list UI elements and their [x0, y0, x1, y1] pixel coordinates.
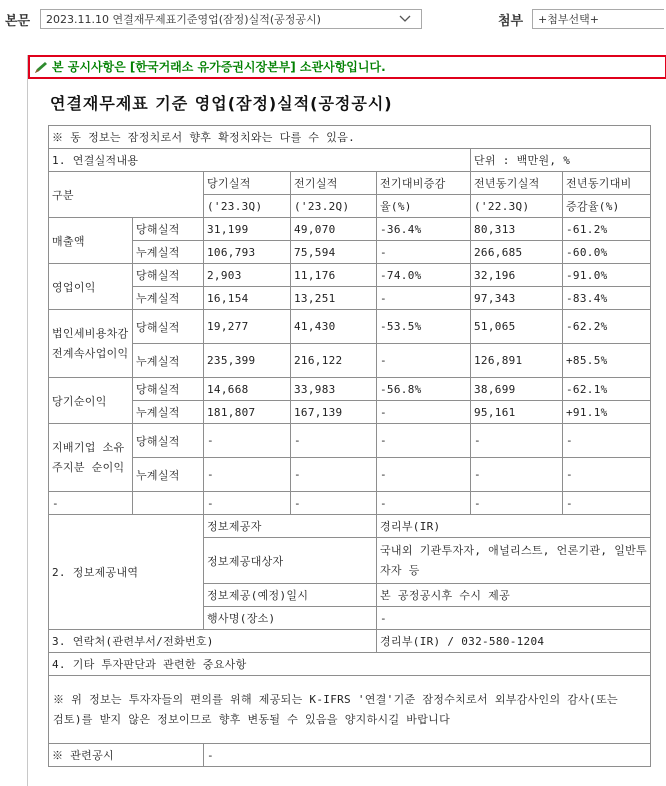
header-current-period: ('23.3Q) — [204, 195, 291, 218]
section4-title: 4. 기타 투자판단과 관련한 중요사항 — [49, 653, 651, 676]
yoy-prev-value: 80,313 — [471, 218, 563, 241]
qoq-value: -56.8% — [377, 378, 471, 401]
row-category: 지배기업 소유주지분 순이익 — [49, 424, 133, 492]
yoy-value: +85.5% — [563, 344, 651, 378]
header-current: 당기실적 — [204, 172, 291, 195]
header-yoy-prev-period: ('22.3Q) — [471, 195, 563, 218]
dash-cell: - — [291, 492, 377, 515]
chevron-down-icon — [399, 13, 411, 25]
related-value: - — [204, 744, 651, 767]
previous-value: 75,594 — [291, 241, 377, 264]
info-value: 국내외 기관투자자, 애널리스트, 언론기관, 일반투자자 등 — [377, 538, 651, 584]
period-label: 당해실적 — [133, 310, 204, 344]
pencil-icon — [35, 61, 48, 73]
qoq-value: -74.0% — [377, 264, 471, 287]
header-qoq-unit: 율(%) — [377, 195, 471, 218]
info-label: 행사명(장소) — [204, 607, 377, 630]
section3-title: 3. 연락처(관련부서/전화번호) — [49, 630, 377, 653]
info-label: 정보제공대상자 — [204, 538, 377, 584]
header-category: 구분 — [49, 172, 204, 218]
previous-value: 167,139 — [291, 401, 377, 424]
yoy-prev-value: 32,196 — [471, 264, 563, 287]
current-value: 16,154 — [204, 287, 291, 310]
table-row — [49, 218, 651, 241]
previous-value: - — [291, 424, 377, 458]
period-label: 누계실적 — [133, 458, 204, 492]
info-value: 경리부(IR) — [377, 515, 651, 538]
table-row — [49, 378, 651, 401]
current-value: 31,199 — [204, 218, 291, 241]
disclaimer: ※ 동 정보는 잠정치로서 향후 확정치와는 다를 수 있음. — [49, 126, 651, 149]
body-label: 본문 — [5, 14, 31, 29]
yoy-value: -61.2% — [563, 218, 651, 241]
attach-select-value: +첨부선택+ — [538, 13, 599, 26]
qoq-value: - — [377, 424, 471, 458]
previous-value: 41,430 — [291, 310, 377, 344]
dash-cell: - — [471, 492, 563, 515]
current-value: - — [204, 458, 291, 492]
previous-value: 33,983 — [291, 378, 377, 401]
yoy-value: -91.0% — [563, 264, 651, 287]
info-value: - — [377, 607, 651, 630]
yoy-prev-value: 95,161 — [471, 401, 563, 424]
qoq-value: - — [377, 344, 471, 378]
table-row — [49, 401, 651, 424]
attach-label: 첨부 — [498, 14, 524, 29]
table-row — [49, 424, 651, 458]
section2-title: 2. 정보제공내역 — [49, 515, 204, 630]
body-select-value: 2023.11.10 연결재무제표기준영업(잠정)실적(공정공시) — [46, 13, 321, 26]
previous-value: 13,251 — [291, 287, 377, 310]
period-label: 당해실적 — [133, 218, 204, 241]
previous-value: 11,176 — [291, 264, 377, 287]
previous-value: 216,122 — [291, 344, 377, 378]
current-value: 235,399 — [204, 344, 291, 378]
yoy-value: - — [563, 458, 651, 492]
yoy-prev-value: 97,343 — [471, 287, 563, 310]
yoy-value: -62.1% — [563, 378, 651, 401]
qoq-value: -53.5% — [377, 310, 471, 344]
qoq-value: - — [377, 401, 471, 424]
period-label: 누계실적 — [133, 401, 204, 424]
table-row — [49, 458, 651, 492]
qoq-value: - — [377, 287, 471, 310]
current-value: - — [204, 424, 291, 458]
yoy-value: -62.2% — [563, 310, 651, 344]
period-label: 누계실적 — [133, 287, 204, 310]
notice-banner — [28, 55, 666, 79]
current-value: 19,277 — [204, 310, 291, 344]
yoy-value: +91.1% — [563, 401, 651, 424]
section1-title: 1. 연결실적내용 — [49, 149, 471, 172]
related-label: ※ 관련공시 — [49, 744, 204, 767]
header-previous-period: ('23.2Q) — [291, 195, 377, 218]
header-yoy: 전년동기대비 — [563, 172, 651, 195]
notice-text: 본 공시사항은 [한국거래소 유가증권시장본부] 소관사항입니다. — [52, 60, 386, 74]
header-yoy-prev: 전년동기실적 — [471, 172, 563, 195]
info-label: 정보제공(예정)일시 — [204, 584, 377, 607]
table-row — [49, 310, 651, 344]
yoy-value: -83.4% — [563, 287, 651, 310]
info-row — [49, 515, 651, 538]
attach-select[interactable] — [532, 9, 664, 29]
row-category: 영업이익 — [49, 264, 133, 310]
yoy-prev-value: 126,891 — [471, 344, 563, 378]
dash-cell: - — [49, 492, 133, 515]
yoy-prev-value: 38,699 — [471, 378, 563, 401]
period-label: 누계실적 — [133, 344, 204, 378]
current-value: 14,668 — [204, 378, 291, 401]
contact-value: 경리부(IR) / 032-580-1204 — [377, 630, 651, 653]
table-row — [49, 344, 651, 378]
document-title: 연결재무제표 기준 영업(잠정)실적(공정공시) — [50, 94, 393, 113]
table-row — [49, 287, 651, 310]
qoq-value: - — [377, 241, 471, 264]
yoy-prev-value: - — [471, 424, 563, 458]
row-category: 매출액 — [49, 218, 133, 264]
unit-label: 단위 : 백만원, % — [471, 149, 651, 172]
header-qoq: 전기대비증감 — [377, 172, 471, 195]
top-bar — [0, 0, 666, 44]
section4-note: ※ 위 정보는 투자자들의 편의를 위해 제공되는 K-IFRS '연결'기준 잠정수치로서 외부감사인의 감사(또는 검토)를 받지 않은 정보이므로 향후 변동될 수 있음을 양지하시길 바랍니다 — [49, 676, 651, 744]
current-value: 181,807 — [204, 401, 291, 424]
row-category: 당기순이익 — [49, 378, 133, 424]
dash-cell: - — [377, 492, 471, 515]
row-category: 법인세비용차감전계속사업이익 — [49, 310, 133, 378]
contact-row — [49, 630, 651, 653]
body-select[interactable] — [40, 9, 422, 29]
previous-value: - — [291, 458, 377, 492]
period-label: 당해실적 — [133, 378, 204, 401]
qoq-value: - — [377, 458, 471, 492]
current-value: 106,793 — [204, 241, 291, 264]
info-label: 정보제공자 — [204, 515, 377, 538]
previous-value: 49,070 — [291, 218, 377, 241]
table-row — [49, 264, 651, 287]
period-label: 당해실적 — [133, 424, 204, 458]
disclosure-table — [48, 125, 651, 767]
yoy-prev-value: - — [471, 458, 563, 492]
current-value: 2,903 — [204, 264, 291, 287]
dash-cell — [133, 492, 204, 515]
qoq-value: -36.4% — [377, 218, 471, 241]
info-value: 본 공정공시후 수시 제공 — [377, 584, 651, 607]
yoy-prev-value: 51,065 — [471, 310, 563, 344]
table-row — [49, 241, 651, 264]
table-row — [49, 492, 651, 515]
yoy-value: -60.0% — [563, 241, 651, 264]
yoy-value: - — [563, 424, 651, 458]
dash-cell: - — [563, 492, 651, 515]
period-label: 누계실적 — [133, 241, 204, 264]
period-label: 당해실적 — [133, 264, 204, 287]
header-yoy-unit: 증감율(%) — [563, 195, 651, 218]
disclosure-document — [27, 55, 666, 786]
yoy-prev-value: 266,685 — [471, 241, 563, 264]
dash-cell: - — [204, 492, 291, 515]
header-previous: 전기실적 — [291, 172, 377, 195]
